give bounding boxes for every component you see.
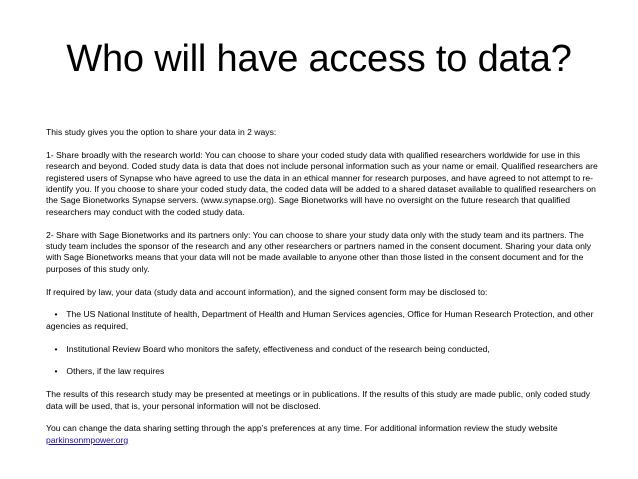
bullet-item [46,344,598,355]
slide-body [46,127,598,458]
website-link[interactable]: parkinsonmpower.org [46,434,129,445]
settings-text: You can change the data sharing setting through the app’s preferences at any time. For additional information review the study website [46,423,558,434]
option-2-paragraph: 2- Share with Sage Bionetworks and its partners only: You can choose to share your study data only with the study team and its partners. The study team includes the sponsor of the research and any other researchers or partners named in the consent document. Sharing your data only with Sage Bionetworks means that your data will not be made available to anyone other than those listed in the consent document and for the purposes of this study only. [46,229,592,274]
bullet-item [46,309,598,332]
bullet-dot-icon: • [54,343,58,354]
bullet-text: Institutional Review Board who monitors the safety, effectiveness and conduct of the research being conducted, [66,343,490,354]
bullet-dot-icon: • [54,366,58,377]
bullet-text: Others, if the law requires [66,366,165,377]
settings-paragraph [46,423,598,446]
intro-paragraph: This study gives you the option to share your data in 2 ways: [46,127,277,137]
slide-title: Who will have access to data? [66,38,572,80]
disclosure-intro-paragraph: If required by law, your data (study data and account information), and the signed consent form may be disclosed to: [46,286,488,297]
bullet-dot-icon: • [54,309,58,320]
bullet-item [46,366,598,377]
option-1-paragraph: 1- Share broadly with the research world: You can choose to share your coded study data with qualified researchers worldwide for use in this research and beyond. Coded study data is data that does not include personal information such as your name or email. Qualified researchers are registered users of Synapse who have agreed to use the data in an ethical manner for research purposes, and have agreed to not attempt to re-identify you. If you choose to share your coded study data, the coded data will be added to a shared dataset available to qualified researchers on the Sage Bionetworks Synapse servers. (www.synapse.org). Sage Bionetworks will have no oversight on the future research that qualified researchers may conduct with the coded study data. [46,149,598,217]
results-paragraph: The results of this research study may be presented at meetings or in publications. If the results of this study are made public, only coded study data will be used, that is, your personal information will not be disclosed. [46,389,591,411]
bullet-text: The US National Institute of health, Department of Health and Human Services agencies, Office for Human Research Protection, and other agencies as required, [46,309,594,331]
